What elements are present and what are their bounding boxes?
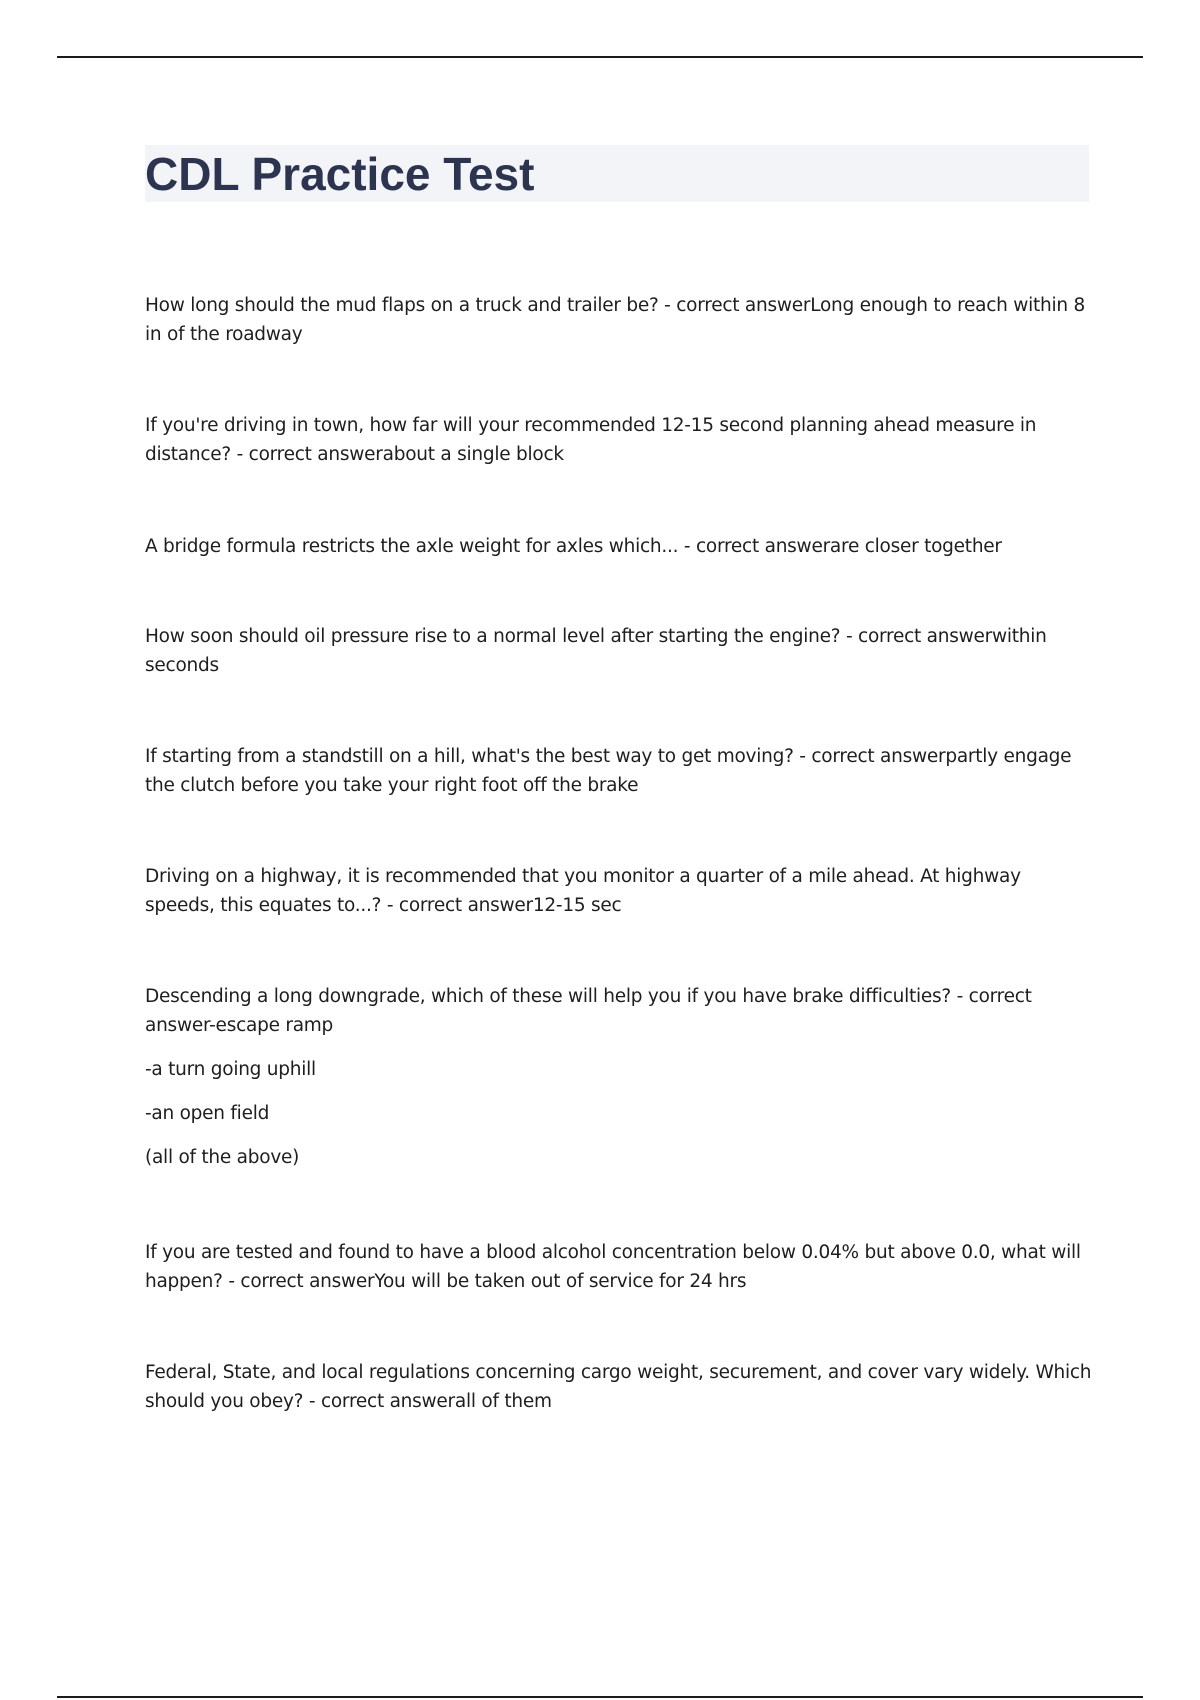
qa-item [145,622,1095,680]
qa-item [145,532,1095,561]
qa-text-line: -an open field [145,1103,270,1124]
qa-text: If starting from a standstill on a hill, what's the best way to get moving? - correct answerpartly engage the clutch before you take your right foot off the brake [145,746,1072,796]
qa-text: Federal, State, and local regulations concerning cargo weight, securement, and cover vary widely. Which should you obey? - correct answerall of them [145,1362,1092,1412]
qa-item [145,1238,1095,1296]
qa-item [145,862,1095,920]
qa-item [145,1358,1095,1416]
qa-text: Descending a long downgrade, which of these will help you if you have brake difficulties? - correct answer-escape ramp [145,986,1032,1036]
qa-text: A bridge formula restricts the axle weight for axles which... - correct answerare closer together [145,536,1002,557]
qa-text: Driving on a highway, it is recommended that you monitor a quarter of a mile ahead. At highway speeds, this equates to...? - correct answer12-15 sec [145,866,1021,916]
qa-text: If you're driving in town, how far will your recommended 12-15 second planning ahead measure in distance? - correct answerabout a single block [145,415,1037,465]
title-band [145,145,1089,202]
page-title: CDL Practice Test [145,148,535,200]
qa-text: If you are tested and found to have a blood alcohol concentration below 0.04% but above 0.0, what will happen? - correct answerYou will be taken out of service for 24 hrs [145,1242,1081,1292]
header-rule [57,56,1143,58]
footer-rule [57,1696,1143,1698]
qa-item [145,411,1095,469]
qa-item [145,982,1095,1172]
qa-item [145,291,1095,349]
qa-text-line: (all of the above) [145,1147,300,1168]
qa-text-line: -a turn going uphill [145,1059,316,1080]
qa-text: How long should the mud flaps on a truck and trailer be? - correct answerLong enough to reach within 8 in of the roadway [145,295,1086,345]
qa-text: How soon should oil pressure rise to a normal level after starting the engine? - correct answerwithin seconds [145,626,1047,676]
qa-item [145,742,1095,800]
